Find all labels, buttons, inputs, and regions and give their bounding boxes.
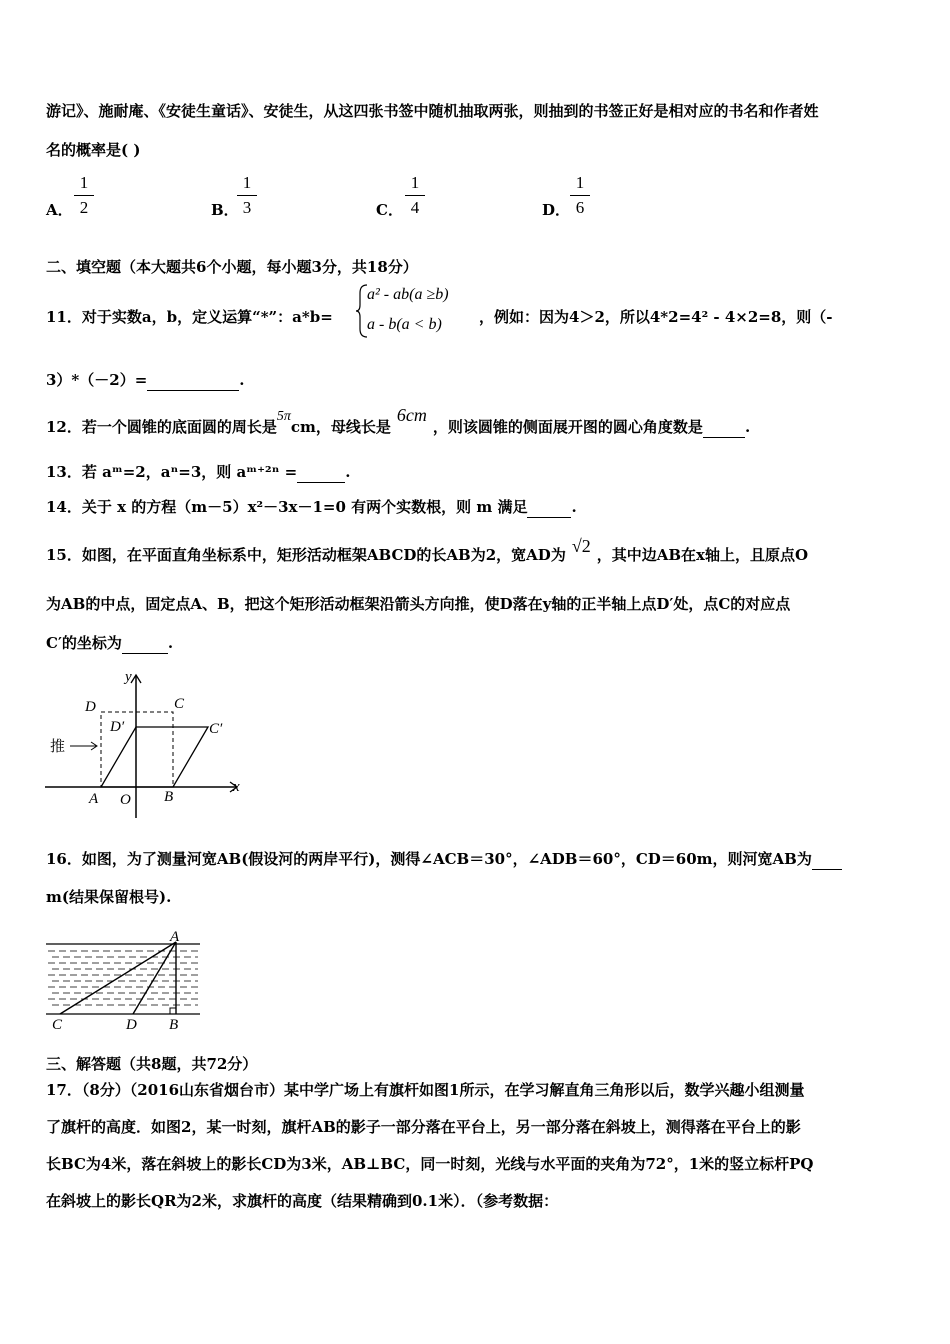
q16-line1: 16．如图，为了测量河宽AB(假设河的两岸平行)，测得∠ACB＝30°，∠ADB＝60°，CD＝60m，则河宽AB为 [46,849,842,870]
option-b-fraction: 1 3 [237,173,257,218]
label-o: O [120,792,131,808]
option-b-label: B． [211,201,239,219]
label-b: B [169,1017,179,1033]
label-a: A [170,929,180,945]
right-angle-mark [170,1008,176,1014]
label-d: D [85,699,96,715]
option-d-label: D． [542,201,571,219]
label-b: B [164,789,174,805]
q16-line2: m(结果保留根号). [46,888,172,906]
label-y: y [125,669,132,685]
q11-post: ，例如：因为4＞2，所以4*2=4² - 4×2=8，则（- [479,308,833,326]
segment-ad [133,942,176,1014]
q12-text: 12．若一个圆锥的底面圆的周长是5πcm，母线长是6cm，则该圆锥的侧面展开图的圆心角度数是 . [46,405,751,436]
q10-line1: 游记》、施耐庵、《安徒生童话》、安徒生，从这四张书签中随机抽取两张，则抽到的书签正好是相对应的书名和作者姓 [46,102,819,120]
section2-heading: 二、填空题（本大题共6个小题，每小题3分，共18分） [46,258,418,276]
label-c-prime: C′ [209,721,223,737]
option-c-fraction: 1 4 [405,173,425,218]
figure-15 [40,668,250,820]
q11-case1: a² - ab(a ≥b) [367,286,449,303]
label-c: C [174,696,185,712]
label-x: x [233,779,240,795]
q17-line3: 长BC为4米，落在斜坡上的影长CD为3米，AB⊥BC，同一时刻，光线与水平面的夹角为72°，1米的竖立标杆PQ [46,1155,814,1173]
label-d: D [126,1017,137,1033]
q10-line2: 名的概率是( ) [46,141,141,159]
q11-case2: a - b(a < b) [367,316,442,333]
q11-line2: 3）*（－2）= . [46,371,245,389]
section3-heading: 三、解答题（共8题，共72分） [46,1055,258,1073]
q11-pre: 11．对于实数a，b，定义运算“*”：a*b= [46,308,333,326]
q17-line4: 在斜坡上的影长QR为2米，求旗杆的高度（结果精确到0.1米）．（参考数据： [46,1192,559,1210]
option-a-fraction: 1 2 [74,173,94,218]
segment-ac [60,942,176,1014]
label-push: 推 [50,737,66,755]
q15-line1: 15．如图，在平面直角坐标系中，矩形活动框架ABCD的长AB为2，宽AD为 √2 ，其中边AB在x轴上，且原点O [46,536,809,564]
q13-text: 13．若 aᵐ=2，aⁿ=3，则 aᵐ⁺²ⁿ = . [46,463,351,481]
label-a: A [89,791,99,807]
q17-line1: 17．（8分）（2016山东省烟台市）某中学广场上有旗杆如图1所示，在学习解直角三角形以后，数学兴趣小组测量 [46,1081,805,1099]
label-d-prime: D′ [110,719,125,735]
q17-line2: 了旗杆的高度．如图2，某一时刻，旗杆AB的影子一部分落在平台上，另一部分落在斜坡上，测得落在平台上的影 [46,1118,801,1136]
option-c-label: C． [376,201,403,219]
option-a-label: A． [46,201,73,219]
label-c: C [52,1017,63,1033]
parallelogram-abc'd' [101,727,208,787]
q14-text: 14．关于 x 的方程（m－5）x²－3x－1=0 有两个实数根，则 m 满足 . [46,498,577,516]
option-d-fraction: 1 6 [570,173,590,218]
q15-line3: C′的坐标为 . [46,634,174,652]
q15-line2: 为AB的中点，固定点A、B，把这个矩形活动框架沿箭头方向推，使D落在y轴的正半轴上点D′处，点C的对应点 [46,595,791,613]
figure-16 [40,925,210,1035]
